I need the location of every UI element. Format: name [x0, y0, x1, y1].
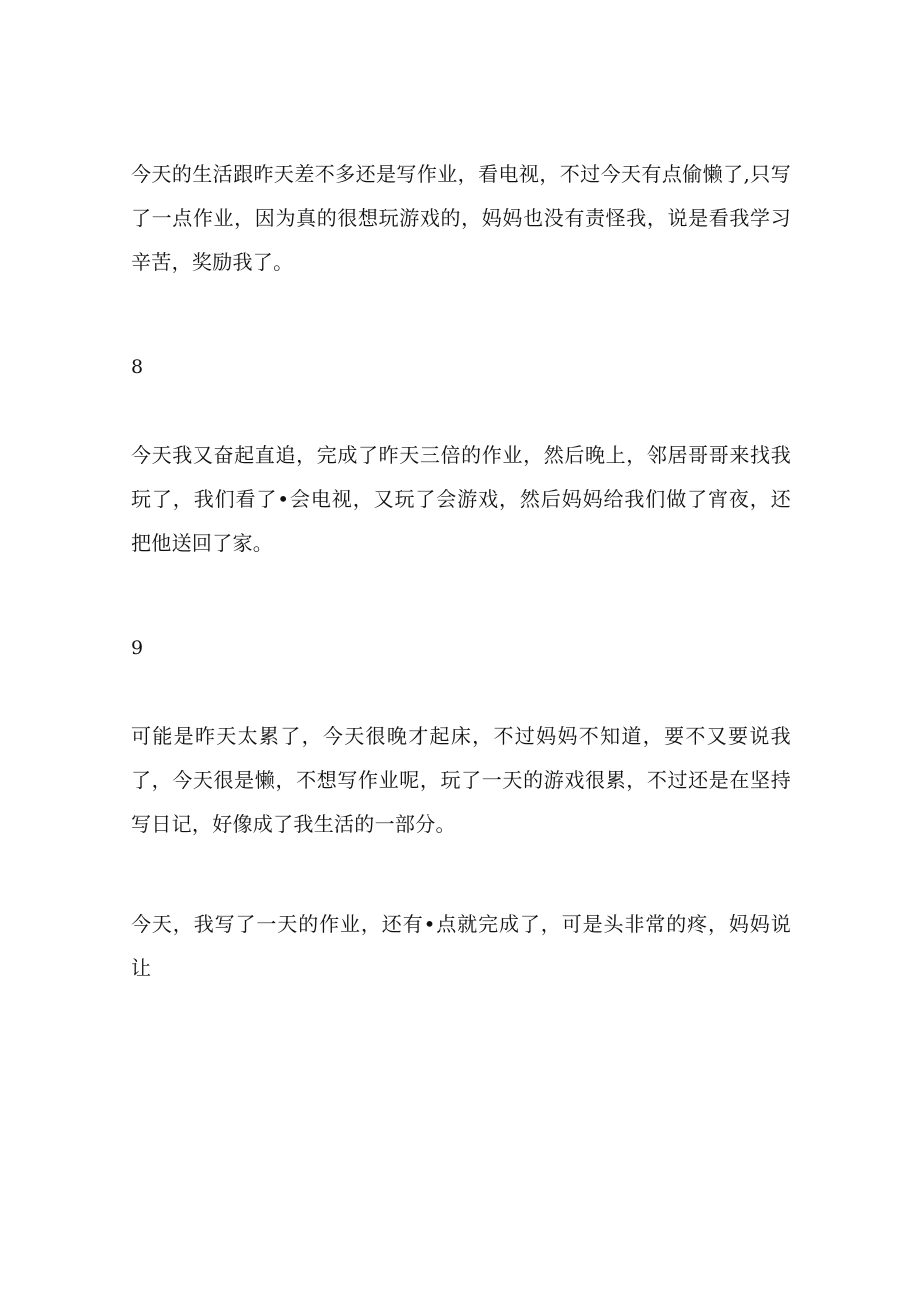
- diary-paragraph: 今天，我写了一天的作业，还有•点就完成了，可是头非常的疼，妈妈说让: [131, 912, 791, 980]
- diary-paragraph: 今天的生活跟昨天差不多还是写作业，看电视，不过今天有点偷懒了,只写了一点作业，因为真的很想玩游戏的，妈妈也没有责怪我，说是看我学习辛苦，奖励我了。: [131, 162, 791, 274]
- diary-paragraph: 可能是昨天太累了，今天很晚才起床，不过妈妈不知道，要不又要说我了，今天很是懒，不想写作业呢，玩了一天的游戏很累，不过还是在坚持写日记，好像成了我生活的一部分。: [131, 724, 791, 836]
- diary-paragraph: 今天我又奋起直追，完成了昨天三倍的作业，然后晚上，邻居哥哥来找我玩了，我们看了•会电视，又玩了会游戏，然后妈妈给我们做了宵夜，还把他送回了家。: [131, 443, 791, 555]
- entry-number: 8: [131, 356, 144, 378]
- entry-number: 9: [131, 637, 144, 659]
